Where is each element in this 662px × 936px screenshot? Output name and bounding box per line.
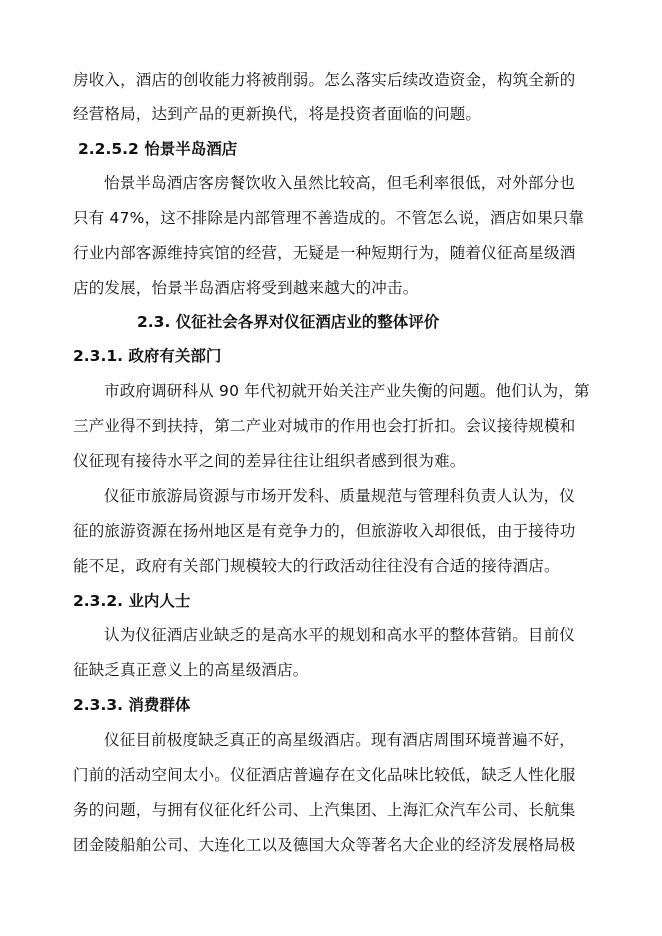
gov2-line-2: 征的旅游资源在扬州地区是有竞争力的，但旅游收入却很低，由于接待功	[73, 522, 576, 540]
consumer-line-4: 团金陵船舶公司、大连化工以及德国大众等著名大企业的经济发展格局极	[73, 836, 576, 854]
yijing-line-4: 店的发展，怡景半岛酒店将受到越来越大的冲击。	[73, 279, 419, 297]
yijing-line-2: 只有 47%，这不排除是内部管理不善造成的。不管怎么说，酒店如果只靠	[73, 209, 585, 227]
gov2-line-1: 仪征市旅游局资源与市场开发科、质量规范与管理科负责人认为，仪	[104, 487, 576, 505]
section-heading-231: 2.3.1. 政府有关部门	[73, 347, 222, 365]
section-heading-2252: 2.2.5.2 怡景半岛酒店	[78, 140, 238, 158]
section-heading-233: 2.3.3. 消费群体	[73, 696, 191, 714]
yijing-line-3: 行业内部客源维持宾馆的经营，无疑是一种短期行为，随着仪征高星级酒	[73, 244, 576, 262]
consumer-line-3: 务的问题，与拥有仪征化纤公司、上汽集团、上海汇众汽车公司、长航集	[73, 801, 576, 819]
consumer-line-1: 仪征目前极度缺乏真正的高星级酒店。现有酒店周围环境普遍不好，	[104, 731, 576, 749]
gov1-line-3: 仪征现有接待水平之间的差异往往让组织者感到很为难。	[73, 452, 466, 470]
intro-line-1: 房收入，酒店的创收能力将被削弱。怎么落实后续改造资金，构筑全新的	[73, 71, 576, 89]
industry-line-2: 征缺乏真正意义上的高星级酒店。	[73, 661, 309, 679]
industry-line-1: 认为仪征酒店业缺乏的是高水平的规划和高水平的整体营销。目前仪	[104, 626, 576, 644]
gov2-line-3: 能不足，政府有关部门规模较大的行政活动往往没有合适的接待酒店。	[73, 557, 560, 575]
consumer-line-2: 门前的活动空间太小。仪征酒店普遍存在文化品味比较低，缺乏人性化服	[73, 766, 576, 784]
gov1-line-1: 市政府调研科从 90 年代初就开始关注产业失衡的问题。他们认为，第	[104, 382, 590, 400]
section-heading-232: 2.3.2. 业内人士	[73, 592, 191, 610]
yijing-line-1: 怡景半岛酒店客房餐饮收入虽然比较高，但毛利率很低，对外部分也	[104, 174, 576, 192]
gov1-line-2: 三产业得不到扶持，第二产业对城市的作用也会打折扣。会议接待规模和	[73, 417, 576, 435]
intro-line-2: 经营格局，达到产品的更新换代，将是投资者面临的问题。	[73, 105, 482, 123]
section-heading-23: 2.3. 仪征社会各界对仪征酒店业的整体评价	[137, 313, 440, 331]
